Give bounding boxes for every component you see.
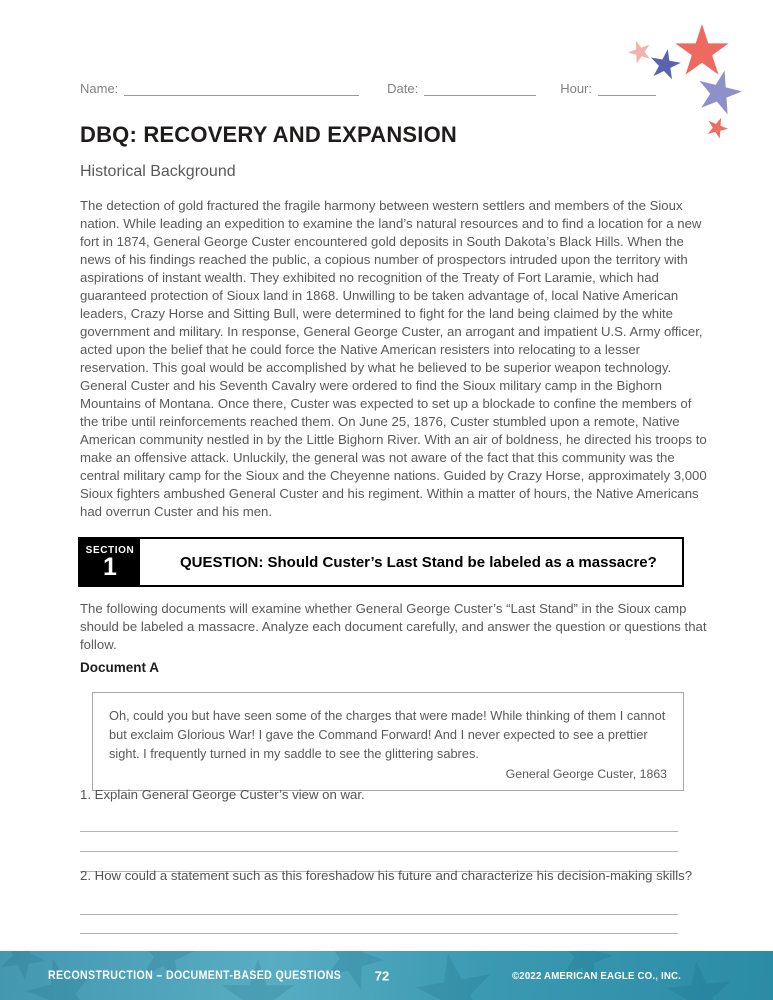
footer-page-number: 72 — [374, 968, 390, 983]
question-1-text — [80, 786, 710, 804]
intro-text: The following documents will examine whether General George Custer’s “Last Stand” in the Sioux camp should be labeled a massacre. Analyze each document carefully, and answer the question or questions that follow. — [80, 601, 707, 652]
question-2 — [80, 867, 710, 934]
star-icon — [693, 65, 746, 116]
section-number: 1 — [103, 553, 117, 581]
star-icon — [625, 37, 654, 65]
document-a-quote-box — [92, 692, 684, 791]
question-1-number: 1. — [80, 787, 91, 802]
question-1-answer-area — [80, 812, 710, 872]
question-2-answer-area — [80, 896, 710, 934]
question-2-text — [80, 867, 710, 885]
question-2-number: 2. — [80, 868, 91, 883]
star-icon — [675, 24, 728, 75]
star-icon — [411, 951, 498, 1000]
page-subtitle: Historical Background — [80, 163, 236, 180]
quote-text: Oh, could you but have seen some of the charges that were made! While thinking of them I cannot but exclaim Glorious War! I gave the Command Forward! And I never expected to see a prettier sight. I frequently turned in my saddle to see the glittering sabres. — [109, 708, 666, 761]
star-icon — [648, 47, 683, 81]
hour-field[interactable] — [598, 80, 656, 96]
star-icon — [704, 114, 731, 140]
section-label: SECTION — [85, 545, 135, 556]
question-1 — [80, 786, 710, 872]
answer-line[interactable] — [80, 896, 678, 915]
document-a-heading: Document A — [80, 660, 160, 675]
historical-background-text: The detection of gold fractured the fragile harmony between western settlers and members of the Sioux nation. While leading an expedition to examine the land’s natural resources and to find a location for a new fort in 1874, General George Custer encountered gold deposits in South Dakota’s Black Hills. When the news of his findings reached the public, a copious number of prospectors intruded upon the territory with aspirations of instant wealth. They exhibited no recognition of the Treaty of Fort Laramie, which had guaranteed protection of Sioux land in 1868. Unwilling to be taken advantage of, local Native American leaders, Crazy Horse and Sitting Bull, were determined to fight for the land being claimed by the white government and military. In response, General George Custer, an arrogant and impatient U.S. Army officer, acted upon the belief that he could force the Native American resisters into relocating to a lesser reservation. This goal would be accomplished by what he believed to be superior weapon technology. General Custer and his Seventh Cavalry were ordered to find the Sioux military camp in the Bighorn Mountains of Montana. Once there, Custer was expected to set up a blockade to confine the members of the tribe until reinforcements reached them. On June 25, 1876, Custer stumbled upon a remote, Native American community nestled in by the Little Bighorn River. With an air of boldness, he directed his troops to make an offensive attack. Unluckily, the general was not aware of the fact that this community was the central military camp for the Sioux and the Cheyenne nations. Guided by Crazy Horse, approximately 3,000 Sioux fighters ambushed General Custer and his regiment. Within a matter of hours, the Native Americans had overrun Custer and his men. — [80, 198, 707, 519]
quote-attribution: General George Custer, 1863 — [505, 767, 667, 781]
question-1-prompt: Explain General George Custer’s view on war. — [94, 787, 365, 802]
answer-line[interactable] — [80, 812, 678, 832]
date-field[interactable] — [424, 80, 536, 96]
page-title: DBQ: RECOVERY AND EXPANSION — [80, 122, 458, 147]
star-icon — [0, 951, 53, 985]
section-tab — [80, 539, 140, 585]
name-field[interactable] — [124, 80, 359, 96]
hour-label: Hour: — [560, 81, 592, 96]
date-label: Date: — [387, 81, 419, 96]
footer-copyright: ©2022 AMERICAN EAGLE CO., INC. — [512, 969, 682, 982]
answer-line[interactable] — [80, 915, 678, 934]
name-label: Name: — [80, 81, 119, 96]
section-question: QUESTION: Should Custer’s Last Stand be labeled as a massacre? — [180, 553, 657, 571]
answer-line[interactable] — [80, 832, 678, 852]
page-footer — [0, 951, 773, 1000]
footer-book-title: RECONSTRUCTION – DOCUMENT-BASED QUESTIONS — [48, 969, 342, 982]
student-info-row — [80, 80, 656, 96]
section-banner — [78, 537, 684, 587]
question-2-prompt: How could a statement such as this foreshadow his future and characterize his decision-making skills? — [94, 868, 693, 883]
